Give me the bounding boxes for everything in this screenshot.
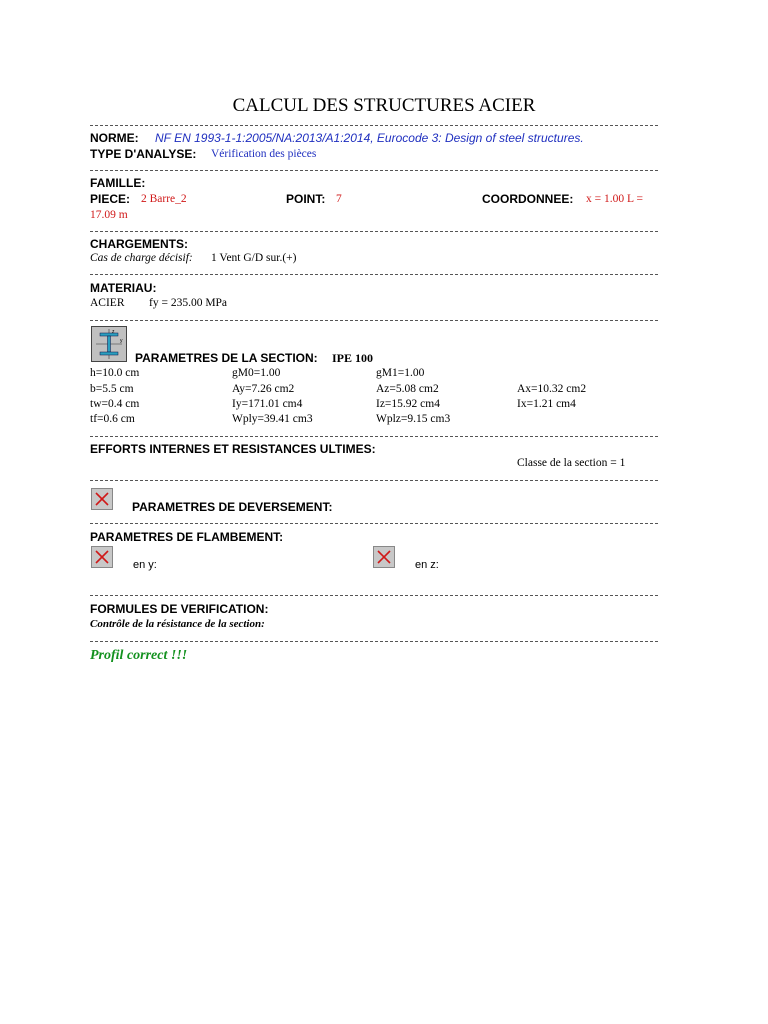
efforts-label: EFFORTS INTERNES ET RESISTANCES ULTIMES: — [90, 442, 376, 456]
materiau-label: MATERIAU: — [90, 281, 157, 295]
section-property-cell: Ay=7.26 cm2 — [232, 383, 295, 395]
divider — [90, 523, 658, 524]
analysis-type-label: TYPE D'ANALYSE: — [90, 147, 197, 161]
divider — [90, 274, 658, 275]
flambement-label: PARAMETRES DE FLAMBEMENT: — [90, 530, 284, 544]
piece-label: PIECE: — [90, 192, 131, 206]
divider — [90, 125, 658, 126]
section-property-cell: Wply=39.41 cm3 — [232, 413, 313, 425]
flambement-y-x-icon — [91, 546, 113, 568]
load-case-label: Cas de charge décisif: — [90, 252, 193, 264]
section-property-cell: h=10.0 cm — [90, 367, 140, 379]
section-property-cell: tf=0.6 cm — [90, 413, 135, 425]
section-property-cell: tw=0.4 cm — [90, 398, 140, 410]
formules-label: FORMULES DE VERIFICATION: — [90, 602, 269, 616]
piece-value: 2 Barre_2 — [141, 193, 187, 205]
load-case-value: 1 Vent G/D sur.(+) — [211, 252, 297, 264]
divider — [90, 595, 658, 596]
i-beam-section-icon — [91, 326, 127, 362]
chargements-label: CHARGEMENTS: — [90, 237, 188, 251]
coordinate-label: COORDONNEE: — [482, 192, 574, 206]
deversement-label: PARAMETRES DE DEVERSEMENT: — [132, 500, 333, 514]
coordinate-value: x = 1.00 L = — [586, 193, 643, 205]
norme-label: NORME: — [90, 131, 139, 145]
section-property-cell: gM0=1.00 — [232, 367, 281, 379]
formules-subtitle: Contrôle de la résistance de la section: — [90, 618, 265, 630]
point-label: POINT: — [286, 192, 326, 206]
svg-text:z: z — [112, 329, 115, 335]
section-property-cell: Ax=10.32 cm2 — [517, 383, 587, 395]
point-value: 7 — [336, 193, 342, 205]
deversement-x-icon — [91, 488, 113, 510]
result-message: Profil correct !!! — [90, 648, 188, 663]
section-property-cell: gM1=1.00 — [376, 367, 425, 379]
coordinate-value-continued: 17.09 m — [90, 209, 128, 221]
page-title: CALCUL DES STRUCTURES ACIER — [232, 95, 536, 116]
section-property-cell: Iy=171.01 cm4 — [232, 398, 303, 410]
section-class: Classe de la section = 1 — [517, 457, 626, 469]
famille-label: FAMILLE: — [90, 176, 146, 190]
divider — [90, 480, 658, 481]
section-property-cell: Az=5.08 cm2 — [376, 383, 439, 395]
section-property-cell: Ix=1.21 cm4 — [517, 398, 576, 410]
section-property-cell: b=5.5 cm — [90, 383, 134, 395]
divider — [90, 170, 658, 171]
section-profile: IPE 100 — [332, 351, 374, 365]
section-params-label: PARAMETRES DE LA SECTION: — [135, 351, 318, 365]
material-fy: fy = 235.00 MPa — [149, 297, 228, 309]
divider — [90, 436, 658, 437]
flambement-y-label: en y: — [133, 559, 157, 571]
section-property-cell: Iz=15.92 cm4 — [376, 398, 440, 410]
analysis-type-value: Vérification des pièces — [211, 148, 317, 160]
norme-value: NF EN 1993-1-1:2005/NA:2013/A1:2014, Eurocode 3: Design of steel structures. — [155, 131, 584, 145]
material-name: ACIER — [90, 297, 125, 309]
divider — [90, 320, 658, 321]
section-property-cell: Wplz=9.15 cm3 — [376, 413, 451, 425]
divider — [90, 641, 658, 642]
flambement-z-label: en z: — [415, 559, 439, 571]
flambement-z-x-icon — [373, 546, 395, 568]
divider — [90, 231, 658, 232]
svg-text:y: y — [120, 338, 123, 344]
